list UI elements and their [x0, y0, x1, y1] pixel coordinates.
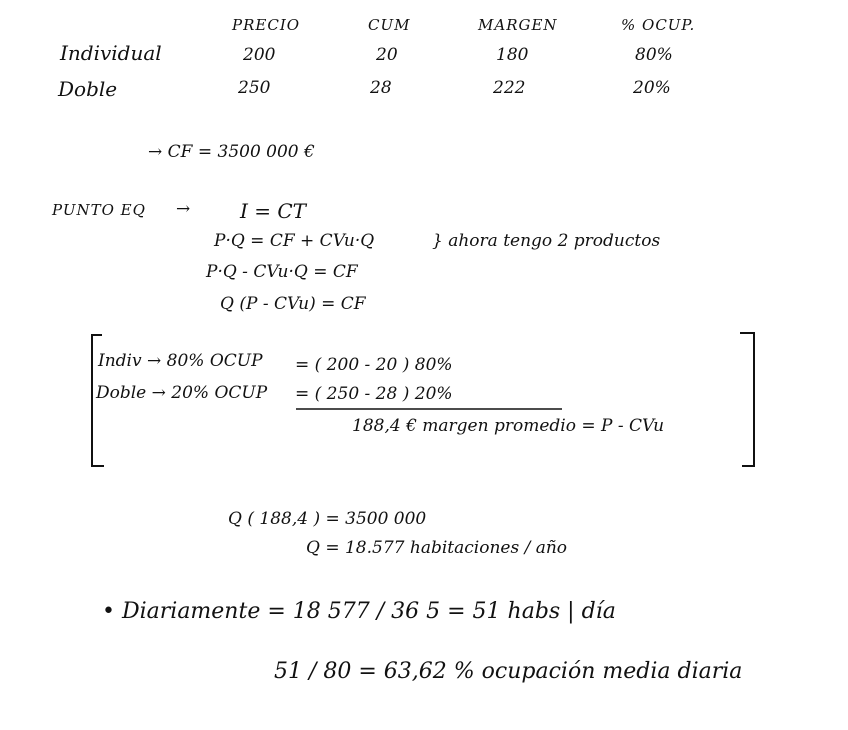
cell-doble-cum: 28	[370, 78, 392, 98]
header-cum: CUM	[368, 16, 411, 34]
breakeven-eq1: I = CT	[240, 199, 307, 223]
right-bracket	[740, 333, 754, 466]
breakeven-note: } ahora tengo 2 productos	[432, 231, 661, 251]
header-precio: PRECIO	[232, 16, 301, 34]
occupancy-rate: 51 / 80 = 63,62 % ocupación media diaria	[274, 659, 743, 684]
daily-rate: • Diariamente = 18 577 / 36 5 = 51 habs | día	[102, 599, 616, 624]
cell-individual-precio: 200	[243, 45, 276, 65]
weighted-line1-left: Indiv → 80% OCUP	[98, 351, 263, 371]
weighted-line2-left: Doble → 20% OCUP	[96, 383, 268, 403]
cell-individual-cum: 20	[376, 45, 398, 65]
fixed-cost: → CF = 3500 000 €	[148, 142, 315, 162]
weighted-line1-right: = ( 200 - 20 ) 80%	[295, 355, 453, 375]
weighted-result: 188,4 € margen promedio = P - CVu	[352, 416, 665, 436]
weighted-line2-right: = ( 250 - 28 ) 20%	[295, 384, 453, 404]
breakeven-eq4: Q (P - CVu) = CF	[220, 294, 366, 314]
cell-individual-ocup: 80%	[635, 45, 673, 65]
row-label-individual: Individual	[60, 41, 162, 65]
header-ocup: % OCUP.	[621, 16, 696, 34]
cell-doble-margen: 222	[493, 78, 526, 98]
cell-doble-precio: 250	[238, 78, 271, 98]
breakeven-title: PUNTO EQ	[52, 201, 146, 219]
breakeven-eq3: P·Q - CVu·Q = CF	[206, 262, 358, 282]
header-margen: MARGEN	[478, 16, 558, 34]
solution-line1: Q ( 188,4 ) = 3500 000	[228, 509, 427, 529]
row-label-doble: Doble	[58, 77, 118, 101]
breakeven-eq2: P·Q = CF + CVu·Q	[214, 231, 375, 251]
breakeven-arrow: →	[176, 199, 191, 219]
solution-line2: Q = 18.577 habitaciones / año	[306, 538, 568, 558]
cell-individual-margen: 180	[496, 45, 529, 65]
cell-doble-ocup: 20%	[633, 78, 671, 98]
